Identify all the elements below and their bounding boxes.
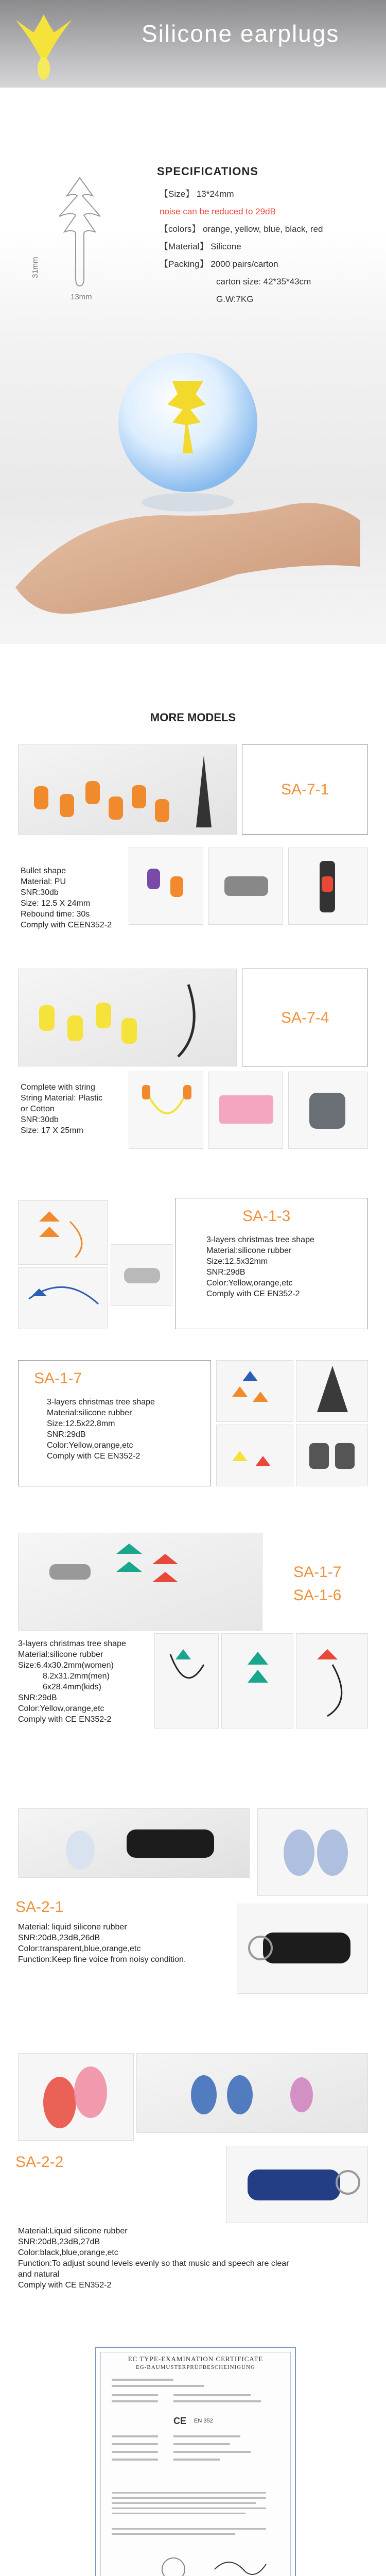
sa17-photo-1 (216, 1360, 293, 1422)
sa22-desc-line: Color:black,blue,orange,etc (18, 2248, 118, 2257)
ec-certificate (95, 2347, 296, 2576)
sa17-photo-3 (216, 1425, 293, 1486)
sa22-desc-line: SNR:20dB,23dB,27dB (18, 2238, 100, 2246)
sa71-desc-line: Material: PU (21, 877, 66, 886)
sa21-title: SA-2-1 (15, 1899, 64, 1916)
sa17-title: SA-1-7 (34, 1370, 82, 1387)
sa13-desc-line: Size:12.5x32mm (206, 1257, 268, 1266)
spec-weight: G.W:7KG (216, 294, 254, 304)
sa1716-title-b: SA-1-6 (293, 1587, 342, 1604)
earplug-logo-icon (5, 9, 82, 87)
sa74-photo-2 (129, 1072, 203, 1149)
certificate-standard: EN 352 (194, 2418, 213, 2424)
sa74-desc-line: String Material: Plastic (21, 1094, 103, 1103)
sa21-photo-2 (257, 1808, 368, 1896)
spec-carton-size: carton size: 42*35*43cm (216, 277, 311, 286)
sa17-photo-2 (296, 1360, 368, 1422)
sa21-photo-3 (237, 1904, 368, 1994)
sa21-description (18, 1922, 186, 1965)
sa74-description (21, 1082, 102, 1136)
sa71-photo-4 (288, 848, 368, 925)
sa22-photo-1 (18, 2053, 134, 2141)
sa71-desc-line: Size: 12.5 X 24mm (21, 899, 91, 908)
sa13-photo-2 (18, 1267, 108, 1329)
sa22-description (18, 2226, 289, 2291)
sa22-photo-2 (136, 2053, 368, 2133)
spec-noise: noise can be reduced to 29dB (160, 207, 276, 216)
sa1716-photo-4 (296, 1633, 368, 1728)
sa22-title: SA-2-2 (15, 2154, 64, 2171)
sa13-desc-line: 3-layers christmas tree shape (206, 1235, 314, 1244)
earplug-outline-icon (49, 175, 111, 294)
sa71-title-box (242, 744, 368, 835)
sa74-title: SA-7-4 (281, 1009, 329, 1026)
sa71-desc-line: SNR:30db (21, 888, 59, 897)
sa22-desc-line: and natural (18, 2270, 60, 2279)
certificate-subtitle: EG-BAUMUSTERPRÜFBESCHEINIGUNG (136, 2364, 255, 2370)
sa13-photo-3 (111, 1244, 172, 1306)
sa13-desc-line: SNR:29dB (206, 1268, 245, 1277)
sa17-desc-line: Comply with CE EN352-2 (47, 1452, 141, 1461)
sa17-desc-line: Material:silicone rubber (47, 1409, 132, 1417)
more-models-heading: MORE MODELS (150, 711, 236, 724)
sa1716-desc-line: 6x28.4mm(kids) (43, 1683, 101, 1691)
sa17-desc-line: Size:12.5x22.8mm (47, 1419, 115, 1428)
spec-list (160, 185, 323, 308)
sa1716-main-photo (18, 1533, 262, 1631)
page-title: Silicone earplugs (142, 20, 340, 47)
sa17-desc-line: 3-layers christmas tree shape (47, 1398, 155, 1406)
sa17-desc-line: SNR:29dB (47, 1430, 86, 1439)
sa22-desc-line: Material:Liquid silicone rubber (18, 2227, 128, 2235)
sa1716-desc-line: Color:Yellow,orange,etc (18, 1704, 104, 1713)
sa1716-desc-line: Comply with CE EN352-2 (18, 1715, 112, 1724)
sa71-desc-line: Comply with CEEN352-2 (21, 921, 112, 929)
certificate-title: EC TYPE-EXAMINATION CERTIFICATE (128, 2355, 264, 2363)
sa71-main-photo (18, 744, 237, 835)
spec-packing: 【Packing】 2000 pairs/carton (160, 259, 278, 269)
specifications-heading: SPECIFICATIONS (157, 165, 258, 178)
sa17-description (47, 1397, 155, 1462)
sa13-box (175, 1198, 368, 1329)
certificate-body-lines (112, 2379, 282, 2576)
sa13-desc-line: Color:Yellow,orange,etc (206, 1279, 293, 1287)
sa17-desc-line: Color:Yellow,orange,etc (47, 1441, 133, 1450)
sa71-desc-line: Bullet shape (21, 867, 66, 875)
height-dimension: 31mm (31, 257, 40, 278)
specifications-section (0, 88, 386, 345)
sa21-desc-line: SNR:20dB,23dB,26dB (18, 1934, 100, 1942)
sa74-desc-line: Size: 17 X 25mm (21, 1126, 83, 1135)
sa74-photo-3 (208, 1072, 283, 1149)
hand-bubble-image (0, 345, 386, 644)
sa21-desc-line: Color:transparent,blue,orange,etc (18, 1944, 141, 1953)
sa13-description (206, 1234, 314, 1299)
sa74-desc-line: Complete with string (21, 1083, 95, 1092)
sa74-desc-line: or Cotton (21, 1105, 55, 1113)
sa22-desc-line: Function:To adjust sound levels evenly so that music and speech are clear (18, 2259, 289, 2268)
sa17-photo-4 (296, 1425, 368, 1486)
sa21-desc-line: Material: liquid silicone rubber (18, 1923, 127, 1931)
sa1716-description (18, 1638, 126, 1725)
sa1716-desc-line: 8.2x31.2mm(men) (43, 1672, 110, 1681)
width-dimension: 13mm (71, 293, 92, 301)
sa1716-title-a: SA-1-7 (293, 1564, 342, 1581)
sa1716-desc-line: Material:silicone rubber (18, 1650, 103, 1659)
floating-earplug-illustration (0, 345, 386, 644)
sa1716-desc-line: SNR:29dB (18, 1693, 57, 1702)
sa21-desc-line: Function:Keep fine voice from noisy condition. (18, 1955, 186, 1964)
sa71-title: SA-7-1 (281, 781, 329, 798)
sa71-description (21, 866, 112, 930)
sa1716-desc-line: 3-layers christmas tree shape (18, 1639, 126, 1648)
sa1716-desc-line: Size:6.4x30.2mm(women) (18, 1661, 114, 1670)
sa74-main-photo (18, 969, 237, 1066)
sa13-desc-line: Material:silicone rubber (206, 1246, 292, 1255)
spec-material: 【Material】 Silicone (160, 242, 241, 251)
sa13-desc-line: Comply with CE EN352-2 (206, 1290, 300, 1298)
sa13-title: SA-1-3 (242, 1208, 291, 1225)
spec-colors: 【colors】 orange, yellow, blue, black, red (160, 224, 323, 234)
ce-mark: CE (173, 2416, 187, 2426)
sa74-photo-4 (288, 1072, 368, 1149)
hero-banner (0, 0, 386, 88)
sa17-box (18, 1360, 211, 1486)
sa71-photo-3 (208, 848, 283, 925)
sa22-photo-3 (226, 2146, 368, 2223)
sa71-photo-2 (129, 848, 203, 925)
sa1716-photo-3 (221, 1633, 293, 1728)
sa22-desc-line: Comply with CE EN352-2 (18, 2281, 112, 2290)
sa1716-photo-2 (154, 1633, 219, 1728)
spec-size: 【Size】 13*24mm (160, 189, 234, 199)
sa71-desc-line: Rebound time: 30s (21, 910, 90, 919)
sa74-desc-line: SNR:30db (21, 1115, 59, 1124)
sa13-photo-1 (18, 1200, 108, 1265)
sa74-title-box (242, 969, 368, 1066)
sa21-photo-1 (18, 1808, 250, 1878)
